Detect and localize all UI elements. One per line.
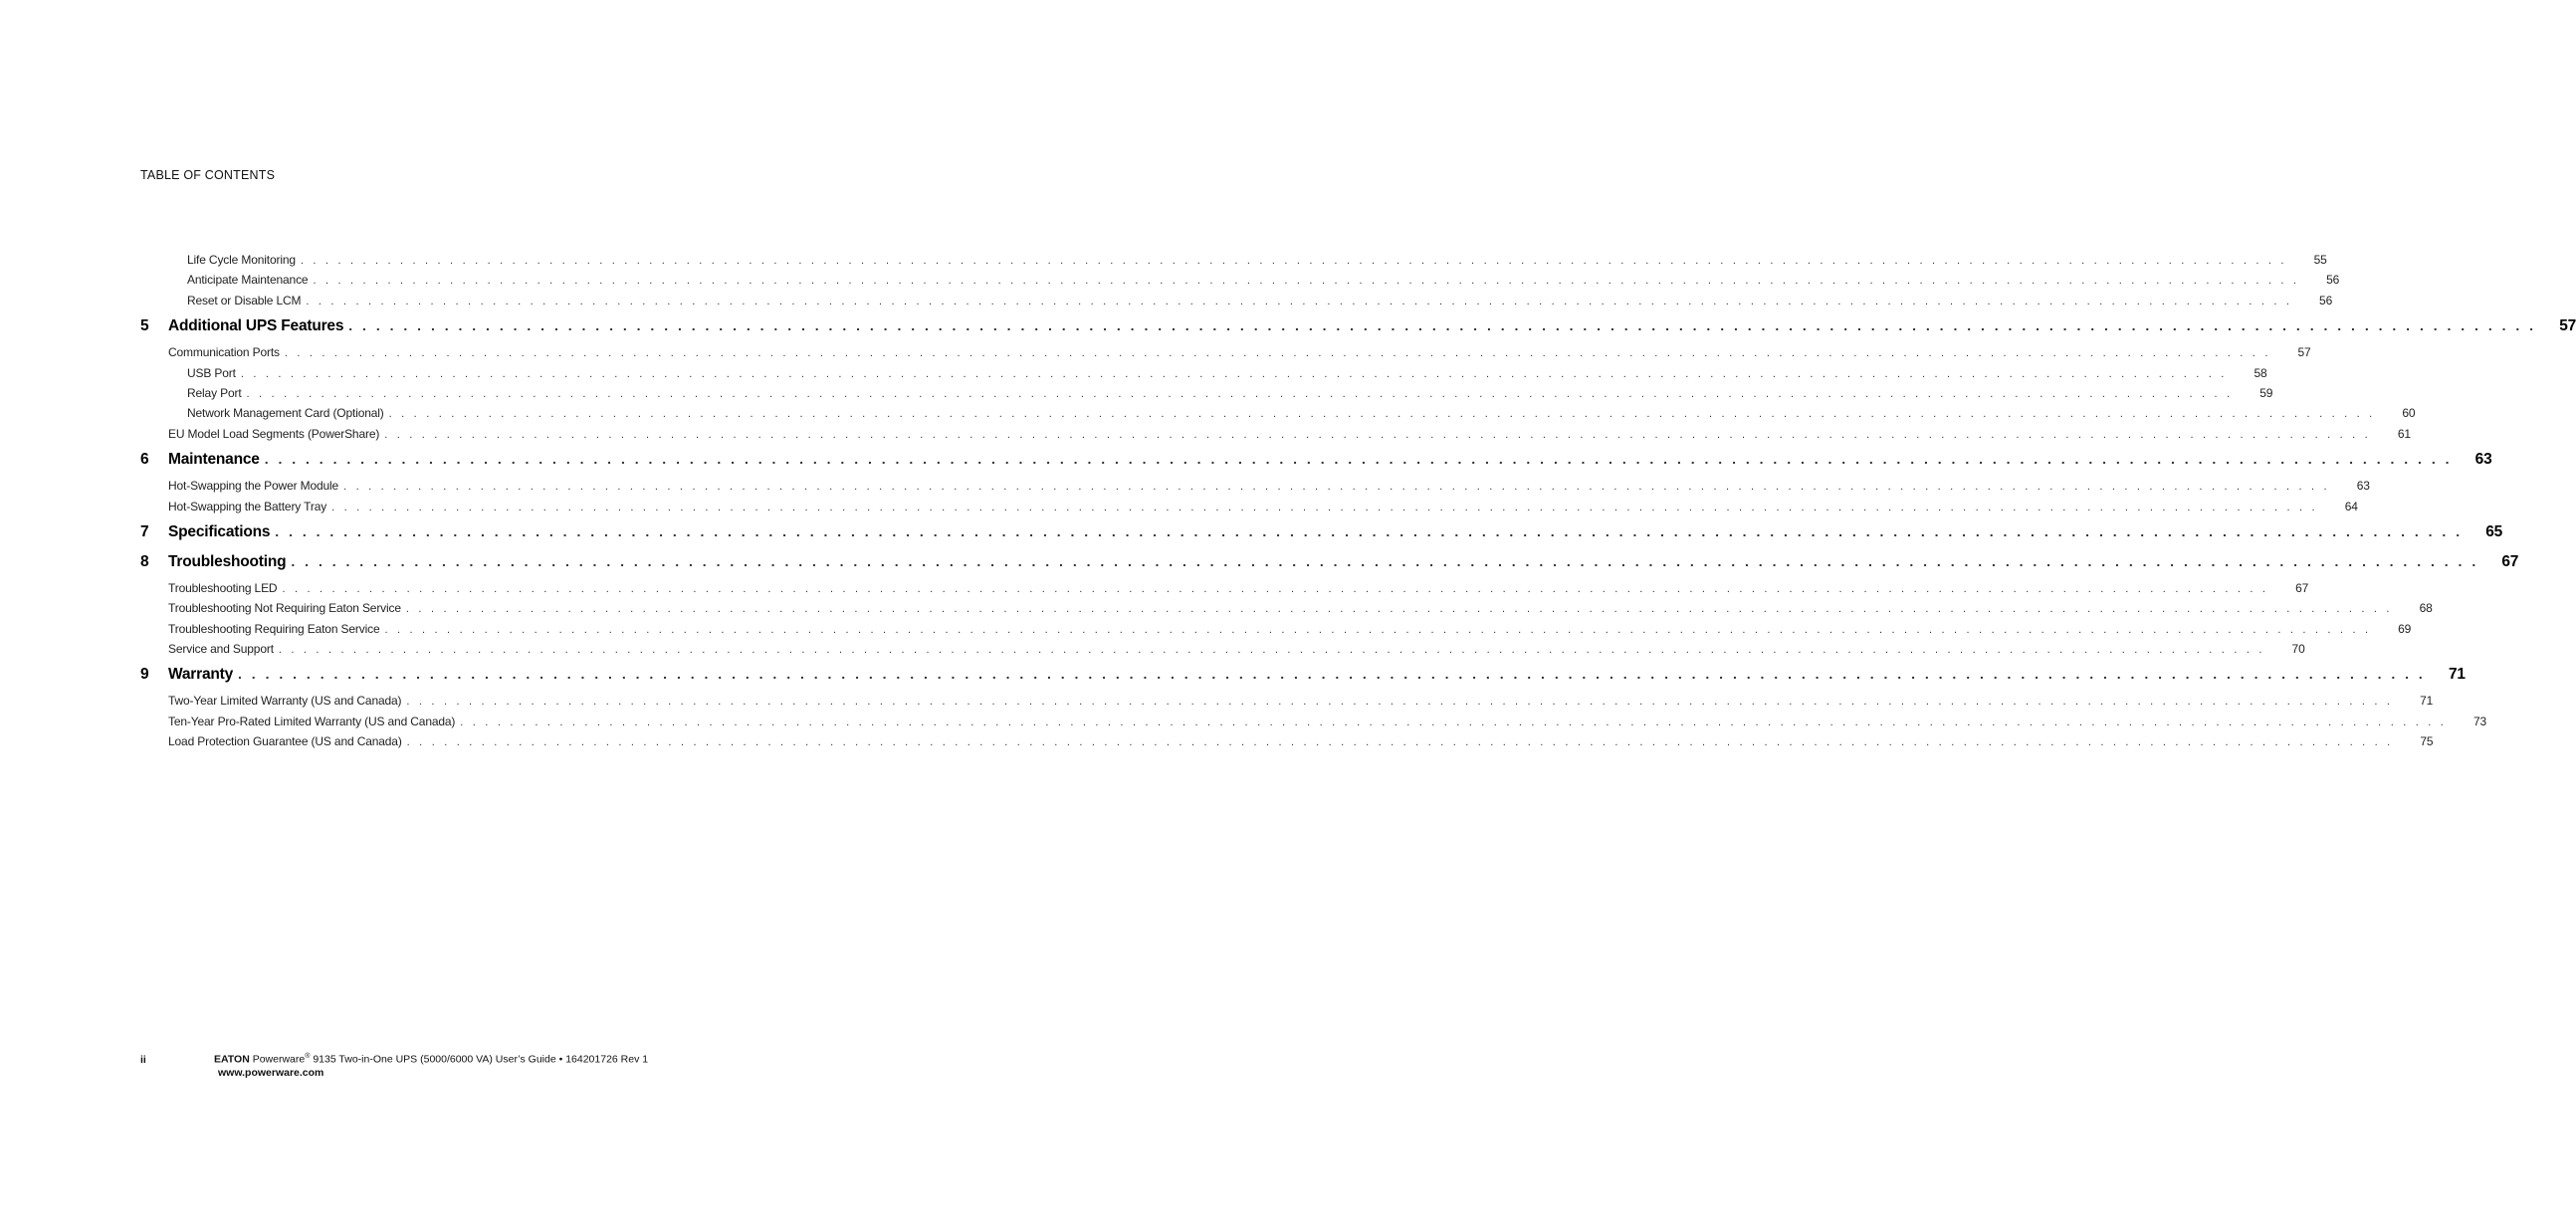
toc-section-entry[interactable] xyxy=(140,734,2434,754)
toc-section-entry[interactable] xyxy=(140,580,2309,601)
toc-page-number: 56 xyxy=(2326,273,2340,288)
dot-leader: . . . . . . . . . . . . . . . . . . . . . . . . . . . . . . . . . . . . . . . . . . . . . . . . . . . . . . . . . . . . . . . . . . . . . . . . . . . . . . . . . . . . . . . . . . . . . . . . . . . . . . . . . . . . . . . . . . . . . . . . . . . . . . . . . . . . . . . . . . . . . . . . . . . . . . . . . . . . . . . . xyxy=(264,451,2453,468)
toc-page-number: 65 xyxy=(2485,522,2503,540)
toc-entry-title: Load Protection Guarantee (US and Canada) xyxy=(168,734,402,749)
dot-leader: . . . . . . . . . . . . . . . . . . . . . . . . . . . . . . . . . . . . . . . . . . . . . . . . . . . . . . . . . . . . . . . . . . . . . . . . . . . . . . . . . . . . . . . . . . . . . . . . . . . . . . . . . . . . . . . . . . . . . . . . . . . . . . . . . . . . . . . . . . . . . . . . . . . . . . . . . . . . . . . . xyxy=(306,295,2293,307)
toc-page-number: 58 xyxy=(2254,365,2267,380)
toc-chapter-entry[interactable] xyxy=(140,451,2492,477)
toc-section-entry[interactable] xyxy=(140,273,2340,293)
toc-section-entry[interactable] xyxy=(140,345,2311,365)
footer-url[interactable]: www.powerware.com xyxy=(218,1067,324,1079)
toc-page-number: 67 xyxy=(2501,552,2519,570)
footer-document-info xyxy=(214,1053,648,1066)
toc-chapter-entry[interactable] xyxy=(140,552,2519,579)
toc-page-number: 70 xyxy=(2291,642,2305,657)
toc-entry-title: Ten-Year Pro-Rated Limited Warranty (US and Canada) xyxy=(168,714,456,728)
toc-section-entry[interactable] xyxy=(140,406,2416,426)
dot-leader: . . . . . . . . . . . . . . . . . . . . . . . . . . . . . . . . . . . . . . . . . . . . . . . . . . . . . . . . . . . . . . . . . . . . . . . . . . . . . . . . . . . . . . . . . . . . . . . . . . . . . . . . . . . . . . . . . . . . . . . . . . . . . . . . . . . . . . . . . . . . . . . . . . . . . . . . . . . . . . . . xyxy=(300,255,2287,267)
dot-leader: . . . . . . . . . . . . . . . . . . . . . . . . . . . . . . . . . . . . . . . . . . . . . . . . . . . . . . . . . . . . . . . . . . . . . . . . . . . . . . . . . . . . . . . . . . . . . . . . . . . . . . . . . . . . . . . . . . . . . . . . . . . . . . . . . . . . . . . . . . . . . . . . . . . . . . . . . . . . . . . . xyxy=(278,644,2265,657)
dot-leader: . . . . . . . . . . . . . . . . . . . . . . . . . . . . . . . . . . . . . . . . . . . . . . . . . . . . . . . . . . . . . . . . . . . . . . . . . . . . . . . . . . . . . . . . . . . . . . . . . . . . . . . . . . . . . . . . . . . . . . . . . . . . . . . . . . . . . . . . . . . . . . . . . . . . . . . . . . . . . . . . xyxy=(291,552,2479,569)
toc-entry-title: Relay Port xyxy=(187,385,242,400)
dot-leader: . . . . . . . . . . . . . . . . . . . . . . . . . . . . . . . . . . . . . . . . . . . . . . . . . . . . . . . . . . . . . . . . . . . . . . . . . . . . . . . . . . . . . . . . . . . . . . . . . . . . . . . . . . . . . . . . . . . . . . . . . . . . . . . . . . . . . . . . . . . . . . . . . . . . . . . . . . . . . . . . xyxy=(388,408,2376,421)
toc-page-number: 63 xyxy=(2474,451,2492,469)
toc-page-number: 61 xyxy=(2397,426,2411,441)
registered-mark: ® xyxy=(305,1053,311,1060)
dot-leader: . . . . . . . . . . . . . . . . . . . . . . . . . . . . . . . . . . . . . . . . . . . . . . . . . . . . . . . . . . . . . . . . . . . . . . . . . . . . . . . . . . . . . . . . . . . . . . . . . . . . . . . . . . . . . . . . . . . . . . . . . . . . . . . . . . . . . . . . . . . . . . . . . . . . . . . . . . . . . . . . xyxy=(406,736,2394,749)
toc-entry-title: Network Management Card (Optional) xyxy=(187,406,384,421)
toc-page-number: 67 xyxy=(2295,580,2309,595)
toc-entry-title: Maintenance xyxy=(168,451,260,469)
toc-entry-title: Troubleshooting Requiring Eaton Service xyxy=(168,621,380,636)
toc-page-number: 64 xyxy=(2344,499,2358,513)
toc-entry-title: Communication Ports xyxy=(168,345,280,360)
toc-chapter-entry[interactable] xyxy=(140,522,2503,549)
toc-entry-title: Anticipate Maintenance xyxy=(187,273,309,288)
toc-page-number: 71 xyxy=(2420,694,2434,709)
toc-section-entry[interactable] xyxy=(140,253,2327,273)
toc-chapter-number: 9 xyxy=(140,666,149,684)
toc-page-number: 60 xyxy=(2402,406,2416,421)
dot-leader: . . . . . . . . . . . . . . . . . . . . . . . . . . . . . . . . . . . . . . . . . . . . . . . . . . . . . . . . . . . . . . . . . . . . . . . . . . . . . . . . . . . . . . . . . . . . . . . . . . . . . . . . . . . . . . . . . . . . . . . . . . . . . . . . . . . . . . . . . . . . . . . . . . . . . . . . . . . . . . . . xyxy=(384,623,2372,636)
dot-leader: . . . . . . . . . . . . . . . . . . . . . . . . . . . . . . . . . . . . . . . . . . . . . . . . . . . . . . . . . . . . . . . . . . . . . . . . . . . . . . . . . . . . . . . . . . . . . . . . . . . . . . . . . . . . . . . . . . . . . . . . . . . . . . . . . . . . . . . . . . . . . . . . . . . . . . . . . . . . . . . . xyxy=(275,522,2464,539)
toc-section-entry[interactable] xyxy=(140,479,2370,499)
footer-page-number: ii xyxy=(140,1054,146,1066)
footer-brand: EATON xyxy=(214,1053,250,1066)
dot-leader: . . . . . . . . . . . . . . . . . . . . . . . . . . . . . . . . . . . . . . . . . . . . . . . . . . . . . . . . . . . . . . . . . . . . . . . . . . . . . . . . . . . . . . . . . . . . . . . . . . . . . . . . . . . . . . . . . . . . . . . . . . . . . . . . . . . . . . . . . . . . . . . . . . . . . . . . . . . . . . . . xyxy=(282,582,2269,595)
toc-entry-title: USB Port xyxy=(187,365,236,380)
toc-chapter-number: 7 xyxy=(140,522,149,540)
toc-entry-title: Hot-Swapping the Battery Tray xyxy=(168,499,327,513)
toc-section-entry[interactable] xyxy=(140,365,2267,386)
toc-entry-title: Hot-Swapping the Power Module xyxy=(168,479,339,494)
toc-chapter-entry[interactable] xyxy=(140,666,2466,692)
toc-chapter-number: 8 xyxy=(140,552,149,570)
toc-chapter-entry[interactable] xyxy=(140,317,2576,343)
toc-chapter-number: 5 xyxy=(140,317,149,335)
dot-leader: . . . . . . . . . . . . . . . . . . . . . . . . . . . . . . . . . . . . . . . . . . . . . . . . . . . . . . . . . . . . . . . . . . . . . . . . . . . . . . . . . . . . . . . . . . . . . . . . . . . . . . . . . . . . . . . . . . . . . . . . . . . . . . . . . . . . . . . . . . . . . . . . . . . . . . . . . . . . . . . . xyxy=(384,428,2371,441)
toc-page-number: 56 xyxy=(2319,293,2333,307)
toc-entry-title: Troubleshooting Not Requiring Eaton Service xyxy=(168,601,401,616)
toc-entry-title: Life Cycle Monitoring xyxy=(187,253,296,267)
toc-entry-title: Specifications xyxy=(168,522,271,540)
toc-entry-title: Warranty xyxy=(168,666,234,684)
toc-section-entry[interactable] xyxy=(140,714,2486,734)
dot-leader: . . . . . . . . . . . . . . . . . . . . . . . . . . . . . . . . . . . . . . . . . . . . . . . . . . . . . . . . . . . . . . . . . . . . . . . . . . . . . . . . . . . . . . . . . . . . . . . . . . . . . . . . . . . . . . . . . . . . . . . . . . . . . . . . . . . . . . . . . . . . . . . . . . . . . . . . . . . . . . . . xyxy=(246,387,2234,400)
dot-leader: . . . . . . . . . . . . . . . . . . . . . . . . . . . . . . . . . . . . . . . . . . . . . . . . . . . . . . . . . . . . . . . . . . . . . . . . . . . . . . . . . . . . . . . . . . . . . . . . . . . . . . . . . . . . . . . . . . . . . . . . . . . . . . . . . . . . . . . . . . . . . . . . . . . . . . . . . . . . . . . . xyxy=(284,347,2271,360)
toc-section-entry[interactable] xyxy=(140,499,2358,519)
toc-entry-title: Service and Support xyxy=(168,642,274,657)
toc-entry-title: Additional UPS Features xyxy=(168,317,344,335)
toc-page-number: 75 xyxy=(2420,734,2434,749)
toc-page-number: 57 xyxy=(2559,317,2576,335)
toc-entry-title: Troubleshooting xyxy=(168,552,287,570)
dot-leader: . . . . . . . . . . . . . . . . . . . . . . . . . . . . . . . . . . . . . . . . . . . . . . . . . . . . . . . . . . . . . . . . . . . . . . . . . . . . . . . . . . . . . . . . . . . . . . . . . . . . . . . . . . . . . . . . . . . . . . . . . . . . . . . . . . . . . . . . . . . . . . . . . . . . . . . . . . . . . . . . xyxy=(405,603,2393,616)
dot-leader: . . . . . . . . . . . . . . . . . . . . . . . . . . . . . . . . . . . . . . . . . . . . . . . . . . . . . . . . . . . . . . . . . . . . . . . . . . . . . . . . . . . . . . . . . . . . . . . . . . . . . . . . . . . . . . . . . . . . . . . . . . . . . . . . . . . . . . . . . . . . . . . . . . . . . . . . . . . . . . . . xyxy=(343,481,2330,494)
toc-section-entry[interactable] xyxy=(140,621,2412,642)
toc-entry-title: Two-Year Limited Warranty (US and Canada) xyxy=(168,694,402,709)
toc-entry-title: Reset or Disable LCM xyxy=(187,293,302,307)
dot-leader: . . . . . . . . . . . . . . . . . . . . . . . . . . . . . . . . . . . . . . . . . . . . . . . . . . . . . . . . . . . . . . . . . . . . . . . . . . . . . . . . . . . . . . . . . . . . . . . . . . . . . . . . . . . . . . . . . . . . . . . . . . . . . . . . . . . . . . . . . . . . . . . . . . . . . . . . . . . . . . . . xyxy=(238,666,2426,683)
toc-section-entry[interactable] xyxy=(140,601,2433,621)
toc-chapter-number: 6 xyxy=(140,451,149,469)
toc-page-number: 68 xyxy=(2419,601,2433,616)
toc-section-entry[interactable] xyxy=(140,426,2411,447)
dot-leader: . . . . . . . . . . . . . . . . . . . . . . . . . . . . . . . . . . . . . . . . . . . . . . . . . . . . . . . . . . . . . . . . . . . . . . . . . . . . . . . . . . . . . . . . . . . . . . . . . . . . . . . . . . . . . . . . . . . . . . . . . . . . . . . . . . . . . . . . . . . . . . . . . . . . . . . . . . . . . . . . xyxy=(331,501,2318,513)
toc-page-number: 73 xyxy=(2472,714,2486,728)
footer-description: 9135 Two-in-One UPS (5000/6000 VA) User’s Guide • 164201726 Rev 1 xyxy=(310,1053,649,1066)
dot-leader: . . . . . . . . . . . . . . . . . . . . . . . . . . . . . . . . . . . . . . . . . . . . . . . . . . . . . . . . . . . . . . . . . . . . . . . . . . . . . . . . . . . . . . . . . . . . . . . . . . . . . . . . . . . . . . . . . . . . . . . . . . . . . . . . . . . . . . . . . . . . . . . . . . . . . . . . . . . . . . . . xyxy=(406,696,2394,709)
toc-entry-title: EU Model Load Segments (PowerShare) xyxy=(168,426,380,441)
toc-section-entry[interactable] xyxy=(140,694,2434,714)
dot-leader: . . . . . . . . . . . . . . . . . . . . . . . . . . . . . . . . . . . . . . . . . . . . . . . . . . . . . . . . . . . . . . . . . . . . . . . . . . . . . . . . . . . . . . . . . . . . . . . . . . . . . . . . . . . . . . . . . . . . . . . . . . . . . . . . . . . . . . . . . . . . . . . . . . . . . . . . . . . . . . . . xyxy=(313,275,2300,288)
toc-page-number: 57 xyxy=(2297,345,2311,360)
page-header: TABLE OF CONTENTS xyxy=(140,168,276,182)
toc-page-number: 71 xyxy=(2448,666,2466,684)
toc-section-entry[interactable] xyxy=(140,642,2305,662)
toc-entry-title: Troubleshooting LED xyxy=(168,580,278,595)
dot-leader: . . . . . . . . . . . . . . . . . . . . . . . . . . . . . . . . . . . . . . . . . . . . . . . . . . . . . . . . . . . . . . . . . . . . . . . . . . . . . . . . . . . . . . . . . . . . . . . . . . . . . . . . . . . . . . . . . . . . . . . . . . . . . . . . . . . . . . . . . . . . . . . . . . . . . . . . . . . . . . . . xyxy=(460,716,2447,728)
dot-leader: . . . . . . . . . . . . . . . . . . . . . . . . . . . . . . . . . . . . . . . . . . . . . . . . . . . . . . . . . . . . . . . . . . . . . . . . . . . . . . . . . . . . . . . . . . . . . . . . . . . . . . . . . . . . . . . . . . . . . . . . . . . . . . . . . . . . . . . . . . . . . . . . . . . . . . . . . . . . . . . . xyxy=(348,317,2537,334)
toc-section-entry[interactable] xyxy=(140,293,2333,313)
footer-product: Powerware xyxy=(252,1053,306,1066)
toc-page-number: 59 xyxy=(2259,385,2273,400)
toc-page-number: 55 xyxy=(2313,253,2327,267)
toc-page-number: 63 xyxy=(2356,479,2370,494)
dot-leader: . . . . . . . . . . . . . . . . . . . . . . . . . . . . . . . . . . . . . . . . . . . . . . . . . . . . . . . . . . . . . . . . . . . . . . . . . . . . . . . . . . . . . . . . . . . . . . . . . . . . . . . . . . . . . . . . . . . . . . . . . . . . . . . . . . . . . . . . . . . . . . . . . . . . . . . . . . . . . . . . xyxy=(240,367,2228,380)
toc-section-entry[interactable] xyxy=(140,385,2273,406)
toc-page-number: 69 xyxy=(2398,621,2412,636)
table-of-contents xyxy=(140,253,2576,755)
